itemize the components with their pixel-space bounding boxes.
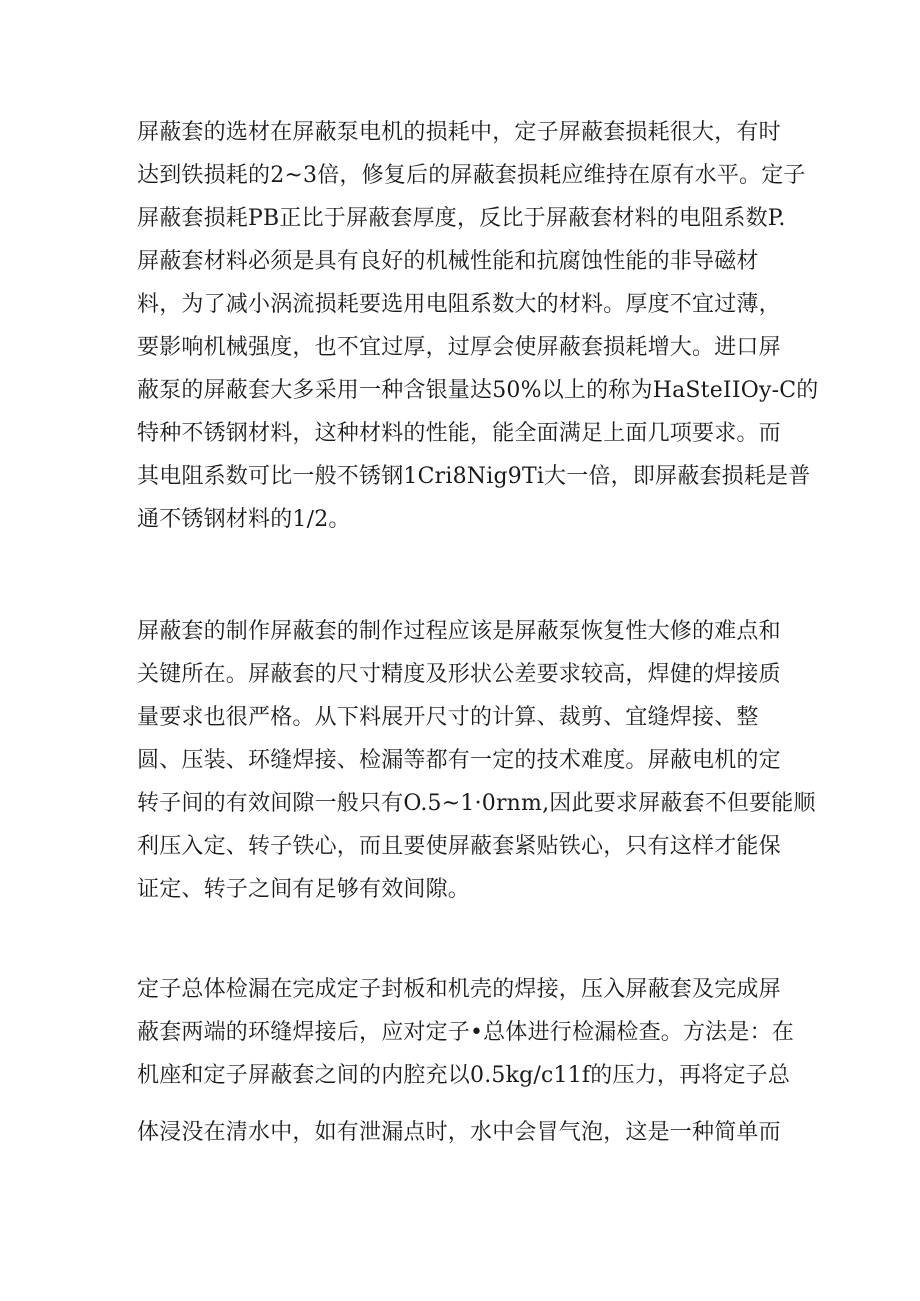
text-line: 机座和定子屏蔽套之间的内腔充以0.5kg/c11f的压力，再将定子总 <box>137 1063 791 1088</box>
text-line: 圆、压装、环缝焊接、检漏等都有一定的技术难度。屏蔽电机的定 <box>137 748 781 773</box>
text-line: 屏蔽套材料必须是具有良好的机械性能和抗腐蚀性能的非导磁材 <box>137 249 759 274</box>
paragraph-shield-sleeve-material <box>137 111 818 541</box>
text-line: 量要求也很严格。从下料展开尺寸的计算、裁剪、宜缝焊接、整 <box>137 705 759 730</box>
text-line: 蔽套两端的环缝焊接后，应对定子•总体进行检漏检查。方法是：在 <box>137 1020 794 1045</box>
text-line: 屏蔽套的制作屏蔽套的制作过程应该是屏蔽泵恢复性大修的难点和 <box>137 619 781 644</box>
text-line: 要影响机械强度，也不宜过厚，过厚会使屏蔽套损耗增大。进口屏 <box>137 335 781 360</box>
text-line: 屏蔽套的选材在屏蔽泵电机的损耗中，定子屏蔽套损耗很大，有时 <box>137 120 781 145</box>
text-line: 定子总体检漏在完成定子封板和机壳的焊接，压入屏蔽套及完成屏 <box>137 977 781 1002</box>
text-line: 蔽泵的屏蔽套大多采用一种含银量达50%以上的称为HaSteIIOy-C的 <box>137 378 819 403</box>
paragraph-stator-leak-test <box>137 968 794 1154</box>
text-line: 其电阻系数可比一般不锈钢1Cri8Nig9Ti大一倍，即屏蔽套损耗是普 <box>137 464 811 489</box>
text-line: 利压入定、转子铁心，而且要使屏蔽套紧贴铁心，只有这样才能保 <box>137 834 781 859</box>
text-line: 屏蔽套损耗PB正比于屏蔽套厚度，反比于屏蔽套材料的电阻系数P. <box>137 206 786 231</box>
text-line: 特种不锈钢材料，这种材料的性能，能全面满足上面几项要求。而 <box>137 421 781 446</box>
text-line: 转子间的有效间隙一般只有O.5~1·0rnm,因此要求屏蔽套不但要能顺 <box>137 791 816 816</box>
text-line: 体浸没在清水中，如有泄漏点时，水中会冒气泡，这是一种简单而 <box>137 1120 781 1145</box>
text-line: 料，为了减小涡流损耗要选用电阻系数大的材料。厚度不宜过薄， <box>137 292 781 317</box>
text-line: 通不锈钢材料的1∕2。 <box>137 507 351 532</box>
text-line: 关键所在。屏蔽套的尺寸精度及形状公差要求较高，焊健的焊接质 <box>137 662 781 687</box>
paragraph-shield-sleeve-fabrication <box>137 610 816 911</box>
text-line: 证定、转子之间有足够有效间隙。 <box>137 877 471 902</box>
text-line: 达到铁损耗的2~3倍，修复后的屏蔽套损耗应维持在原有水平。定子 <box>137 163 806 188</box>
